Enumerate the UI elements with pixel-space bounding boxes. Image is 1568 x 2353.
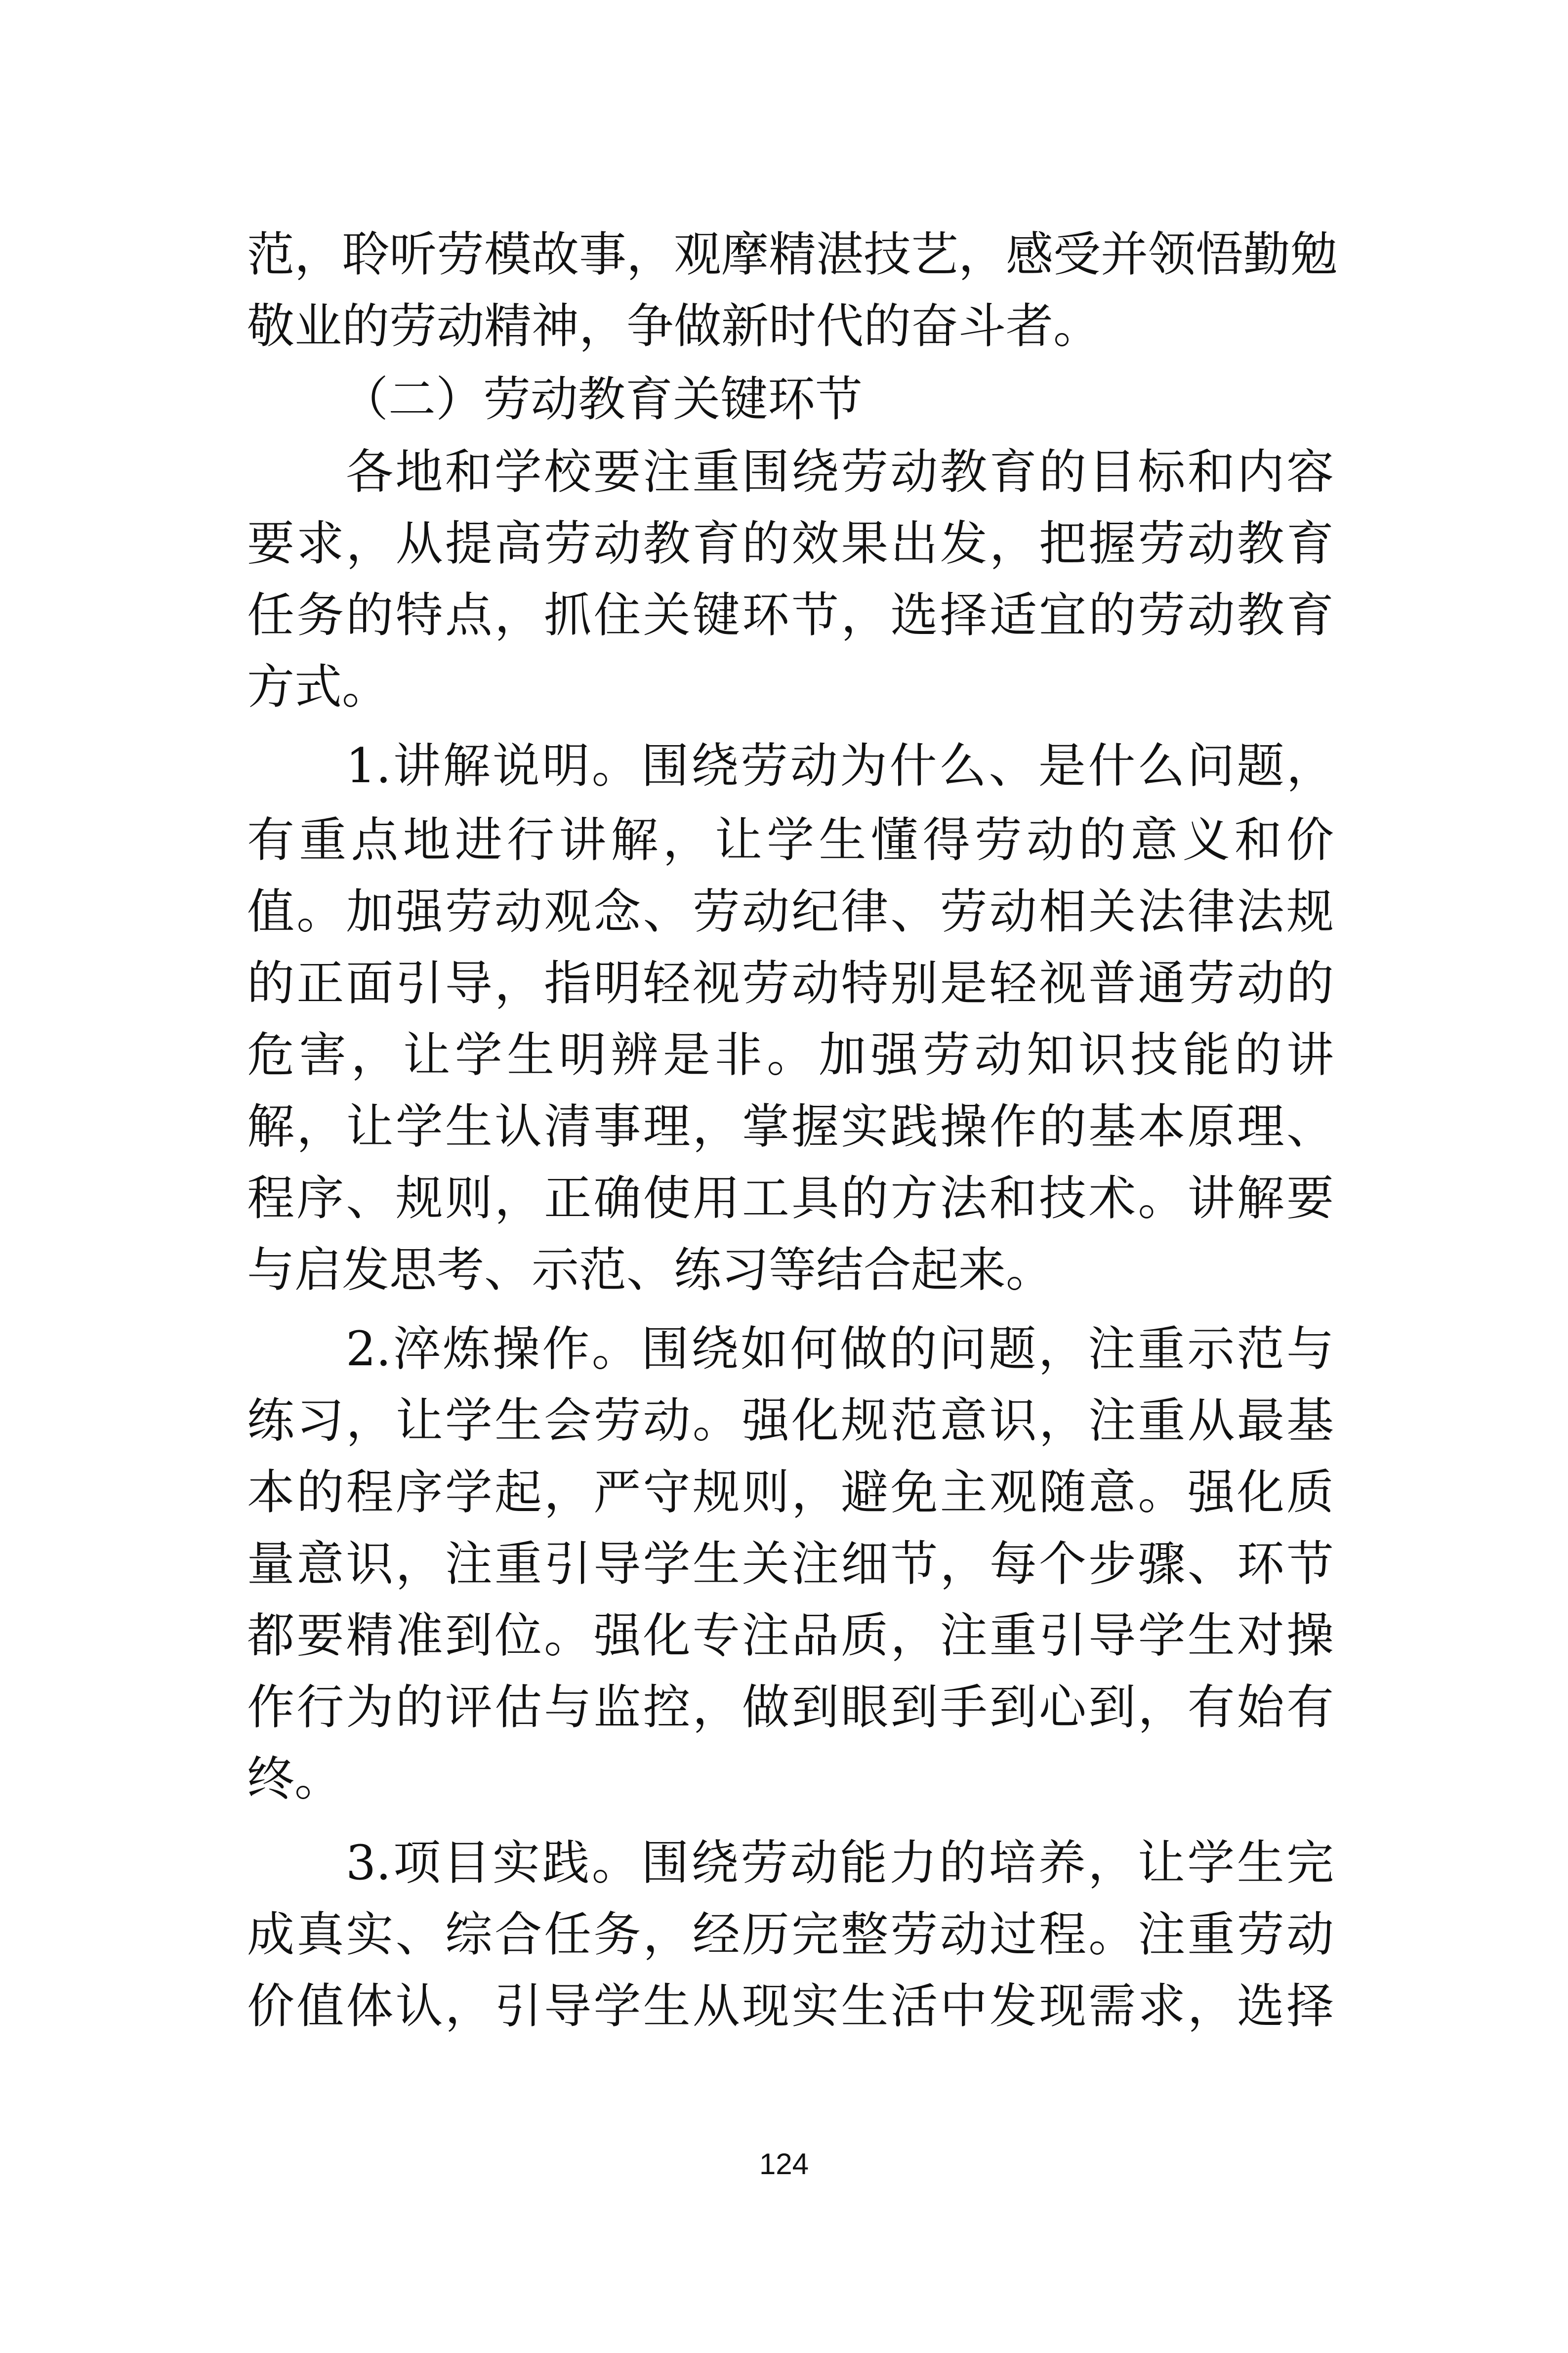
body-text-line: 3.项目实践。围绕劳动能力的培养，让学生完 (346, 1835, 1334, 1891)
body-text-line: 有重点地进行讲解，让学生懂得劳动的意义和价 (247, 812, 1334, 868)
body-text-line: 都要精准到位。强化专注品质，注重引导学生对操 (247, 1608, 1334, 1663)
body-text-line: 方式。 (247, 659, 389, 714)
body-text-line: 危害，让学生明辨是非。加强劳动知识技能的讲 (247, 1027, 1334, 1083)
body-text-line: 本的程序学起，严守规则，避免主观随意。强化质 (247, 1465, 1334, 1520)
body-text-line: 解，让学生认清事理，掌握实践操作的基本原理、 (247, 1099, 1334, 1154)
body-text-line: 值。加强劳动观念、劳动纪律、劳动相关法律法规 (247, 884, 1334, 939)
body-text-line: 各地和学校要注重围绕劳动教育的目标和内容 (346, 444, 1334, 500)
body-text-line: 范，聆听劳模故事，观摩精湛技艺，感受并领悟勤勉 (247, 227, 1338, 282)
section-heading: （二）劳动教育关键环节 (341, 372, 863, 427)
body-text-line: 成真实、综合任务，经历完整劳动过程。注重劳动 (247, 1907, 1334, 1962)
body-text-line: 要求，从提高劳动教育的效果出发，把握劳动教育 (247, 516, 1334, 571)
body-text-line: 终。 (247, 1751, 342, 1807)
body-text-line: 2.淬炼操作。围绕如何做的问题，注重示范与 (346, 1321, 1334, 1377)
page-number: 124 (759, 2147, 809, 2181)
body-text-line: 程序、规则，正确使用工具的方法和技术。讲解要 (247, 1171, 1334, 1226)
body-text-line: 敬业的劳动精神，争做新时代的奋斗者。 (247, 298, 1101, 354)
body-text-line: 1.讲解说明。围绕劳动为什么、是什么问题， (346, 738, 1334, 794)
body-text-line: 与启发思考、示范、练习等结合起来。 (247, 1242, 1053, 1298)
body-text-line: 作行为的评估与监控，做到眼到手到心到，有始有 (247, 1680, 1334, 1735)
body-text-line: 任务的特点，抓住关键环节，选择适宜的劳动教育 (247, 588, 1334, 643)
body-text-line: 练习，让学生会劳动。强化规范意识，注重从最基 (247, 1393, 1334, 1448)
body-text-line: 价值体认，引导学生从现实生活中发现需求，选择 (247, 1978, 1334, 2034)
body-text-line: 的正面引导，指明轻视劳动特别是轻视普通劳动的 (247, 956, 1334, 1011)
body-text-line: 量意识，注重引导学生关注细节，每个步骤、环节 (247, 1536, 1334, 1592)
